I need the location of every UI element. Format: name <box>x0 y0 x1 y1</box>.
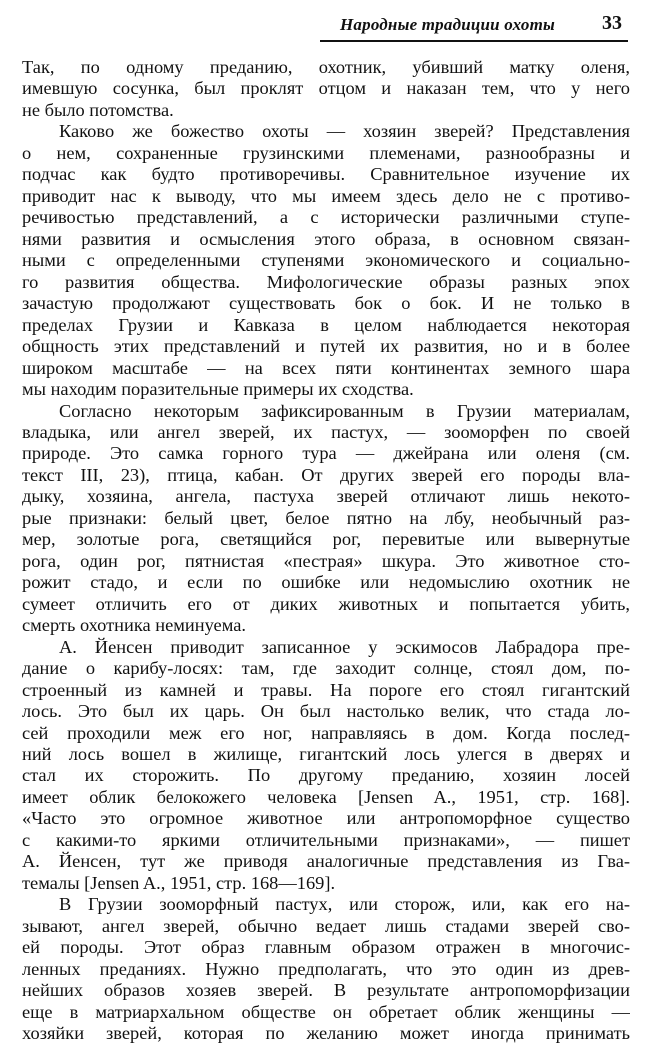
text-line: подчас как будто противоречивы. Сравнительное изучение их <box>22 164 630 185</box>
text-line: ний лось вошел в жилище, гигантский лось улегся в дверях и <box>22 744 630 764</box>
text-line: ленных преданиях. Нужно предполагать, что это один из древ- <box>22 958 630 979</box>
text-line: не было потомства. <box>22 99 174 120</box>
text-line: широком масштабе — на всех пяти континентах земного шара <box>22 357 630 378</box>
text-line: ными с определенными ступенями экономического и социально- <box>22 250 630 271</box>
text-line: текст III, 23), птица, кабан. От других зверей его породы вла- <box>22 464 630 485</box>
text-line: Согласно некоторым зафиксированным в Грузии материалам, <box>59 400 630 421</box>
text-line: сумеет отличить его от диких животных и попытается убить, <box>22 593 630 614</box>
text-line: темалы [Jensen A., 1951, стр. 168—169]. <box>22 872 336 893</box>
text-line: го развития общества. Мифологические образы разных эпох <box>22 271 630 292</box>
text-line: рые признаки: белый цвет, белое пятно на лбу, необычный раз- <box>22 507 630 528</box>
text-line: А. Йенсен приводит записанное у эскимосов Лабрадора пре- <box>59 636 630 657</box>
text-line: ей породы. Этот образ главным образом отражен в многочис- <box>22 937 630 958</box>
text-line: нями развития и осмысления этого образа, в основном связан- <box>22 228 630 249</box>
text-line: еще в матриархальном обществе он обретает облик женщины — <box>22 1001 630 1022</box>
text-line: рожит стадо, и если по ошибке или недомыслию охотник не <box>22 572 630 593</box>
text-line: общность этих представлений и путей их развития, но и в более <box>22 336 630 357</box>
text-line: лось. Это был их царь. Он был настолько велик, что стада ло- <box>22 701 630 722</box>
text-line: сей проходили меж его ног, направляясь в дом. Когда послед- <box>22 722 630 743</box>
text-line: строенный из камней и травы. На пороге его стоял гигантский <box>22 679 630 700</box>
text-line: о нем, сохраненные грузинскими племенами, разнообразны и <box>22 142 630 163</box>
text-line: приводит нас к выводу, что мы имеем здесь дело не с противо- <box>22 185 630 206</box>
text-line: имеет облик белокожего человека [Jensen A., 1951, стр. 168]. <box>22 786 630 807</box>
text-line: мы находим поразительные примеры их сходства. <box>22 379 414 400</box>
body-text <box>22 57 630 1045</box>
text-line: имевшую сосунка, был проклят отцом и наказан тем, что у него <box>22 78 630 99</box>
text-line: с какими-то яркими отличительными признаками», — пишет <box>22 829 630 850</box>
text-line: смерть охотника неминуема. <box>22 615 246 636</box>
page-number: 33 <box>602 12 622 34</box>
text-line: зывают, ангел зверей, обычно ведает лишь стадами зверей сво- <box>22 915 630 936</box>
text-line: речивостью представлений, а с исторически различными ступе- <box>22 207 630 228</box>
running-title: Народные традиции охоты <box>340 15 556 34</box>
running-header <box>320 10 628 42</box>
text-line: дыку, хозяина, ангела, пастуха зверей отличают лишь некото- <box>22 486 630 507</box>
text-line: рога, один рог, пятнистая «пестрая» шкура. Это животное сто- <box>22 550 630 571</box>
text-line: нейших образов хозяев зверей. В результате антропоморфизации <box>22 980 630 1001</box>
text-line: стал их сторожить. По другому преданию, хозяин лосей <box>22 765 630 786</box>
text-line: Так, по одному преданию, охотник, убивший матку оленя, <box>22 57 630 77</box>
text-line: зачастую продолжают существовать бок о бок. И не только в <box>22 293 630 314</box>
text-line: природе. Это самка горного тура — джейрана или оленя (см. <box>22 443 630 464</box>
text-line: А. Йенсен, тут же приводя аналогичные представления из Гва- <box>22 851 630 872</box>
text-line: мер, золотые рога, светящийся рог, перевитые или вывернутые <box>22 529 630 550</box>
text-line: хозяйки зверей, которая по желанию может иногда принимать <box>22 1023 630 1044</box>
text-line: владыка, или ангел зверей, их пастух, — зооморфен по своей <box>22 421 630 442</box>
text-line: пределах Грузии и Кавказа в целом наблюдается некоторая <box>22 314 630 335</box>
text-line: Каково же божество охоты — хозяин зверей? Представления <box>59 121 630 142</box>
text-line: дание о карибу-лосях: там, где заходит солнце, стоял дом, по- <box>22 658 630 679</box>
text-line: «Часто это огромное животное или антропоморфное существо <box>22 808 630 829</box>
text-line: В Грузии зооморфный пастух, или сторож, или, как его на- <box>59 894 630 915</box>
